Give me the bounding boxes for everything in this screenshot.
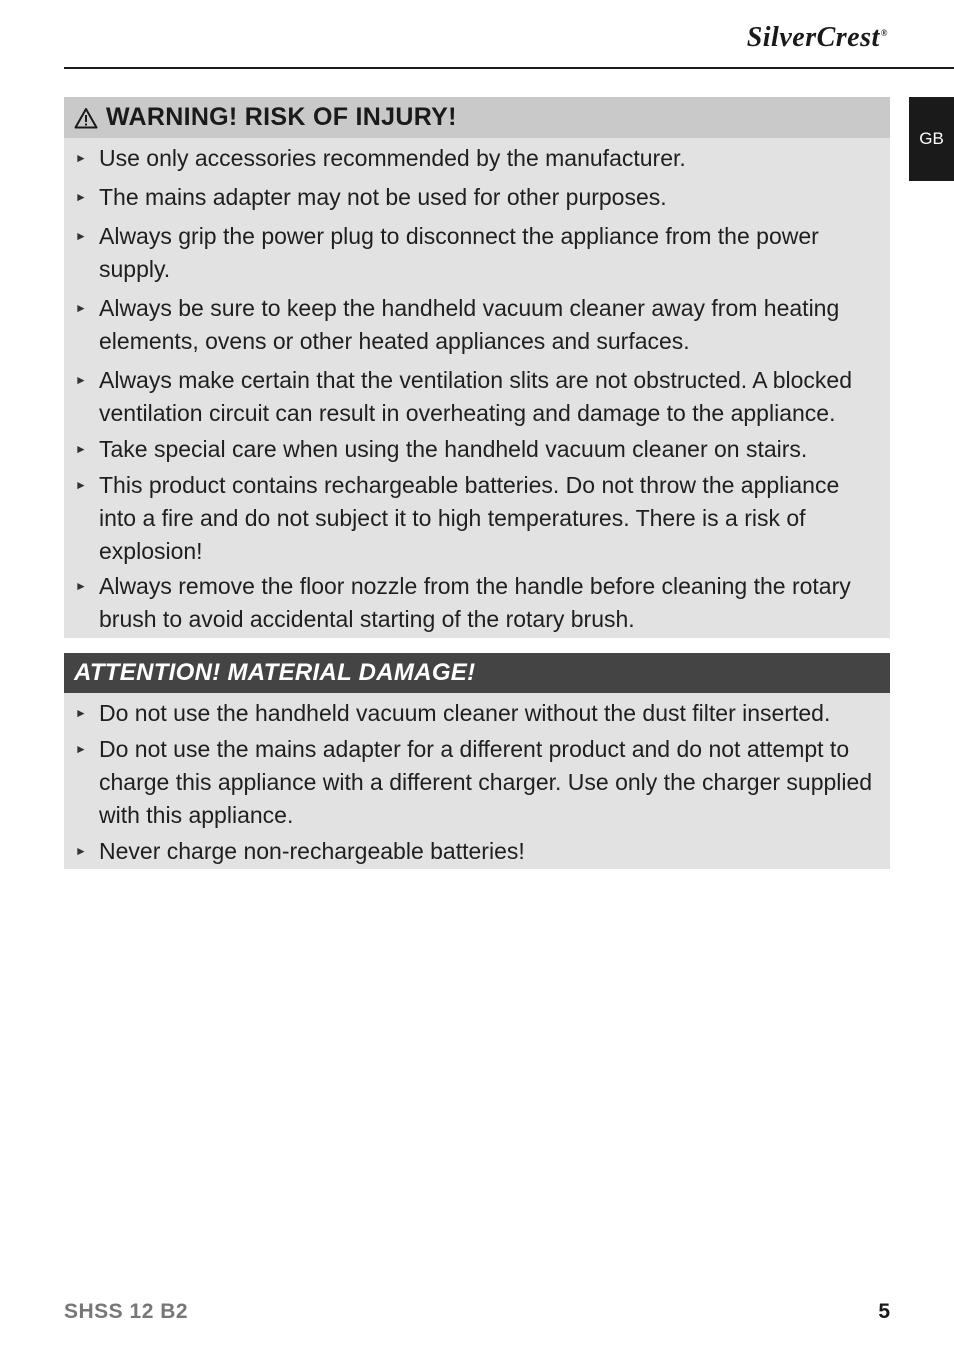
language-tab: GB xyxy=(909,97,954,181)
list-item: ► Always be sure to keep the handheld vacuum cleaner away from heating elements, ovens or other heated appliances and surfaces. xyxy=(99,292,876,358)
attention-title: ATTENTION! MATERIAL DAMAGE! xyxy=(74,659,476,686)
list-item: ► Do not use the mains adapter for a different product and do not attempt to charge this appliance with a different charger. Use only the charger supplied with this appliance. xyxy=(99,733,876,832)
model-number: SHSS 12 B2 xyxy=(64,1300,189,1323)
attention-box xyxy=(64,653,890,869)
list-item: ► Never charge non-rechargeable batteries! xyxy=(99,835,876,868)
registered-mark: ® xyxy=(880,27,888,38)
warning-title: WARNING! RISK OF INJURY! xyxy=(106,103,457,131)
list-item: ► Use only accessories recommended by the manufacturer. xyxy=(99,142,876,175)
list-item: ► Always remove the floor nozzle from the handle before cleaning the rotary brush to avoid accidental starting of the rotary brush. xyxy=(99,570,876,636)
list-item: ► Always grip the power plug to disconnect the appliance from the power supply. xyxy=(99,220,876,286)
list-item: ► The mains adapter may not be used for other purposes. xyxy=(99,181,876,214)
header-rule xyxy=(64,67,954,69)
warning-header xyxy=(64,97,890,138)
brand-logo xyxy=(747,22,888,54)
list-item: ► This product contains rechargeable batteries. Do not throw the appliance into a fire and do not subject it to high temperatures. There is a risk of explosion! xyxy=(99,469,876,568)
warning-triangle-icon xyxy=(74,107,98,129)
list-item: ► Always make certain that the ventilation slits are not obstructed. A blocked ventilation circuit can result in overheating and damage to the appliance. xyxy=(99,364,876,430)
warning-box xyxy=(64,97,890,638)
list-item: ► Do not use the handheld vacuum cleaner without the dust filter inserted. xyxy=(99,697,876,730)
list-item: ► Take special care when using the handheld vacuum cleaner on stairs. xyxy=(99,433,876,466)
attention-header xyxy=(64,653,890,693)
page-number: 5 xyxy=(878,1300,890,1323)
brand-name: SilverCrest xyxy=(746,22,880,53)
